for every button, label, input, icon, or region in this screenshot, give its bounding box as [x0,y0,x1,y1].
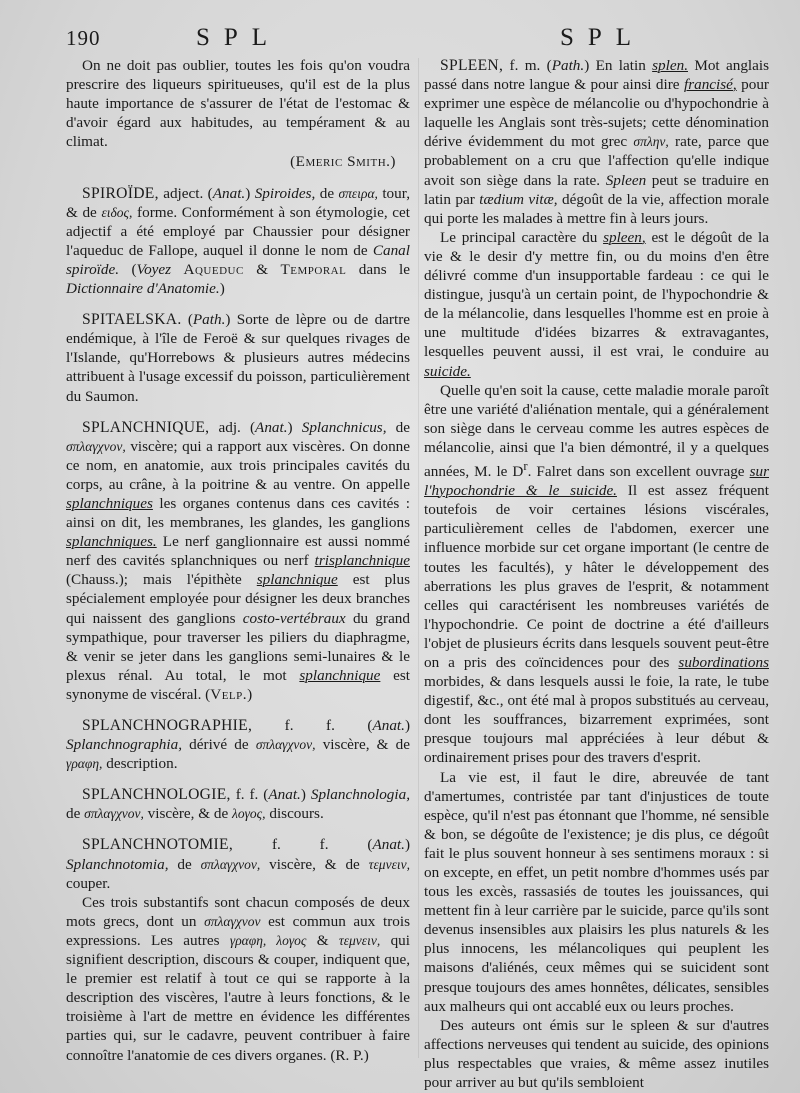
greek-word: σπειρα, [338,185,378,201]
entry-spleen: SPLEEN, f. m. (Path.) En latin splen. Mot anglais passé dans notre langue & pour ainsi dire francisé, pour exprimer une espèce de mélancolie ou d'hypochondrie à laquelle les Anglais sont très-sujets; cette dénomination dérive évidemment du mot grec σπλην, rate, parce que probablement on a cru que l'affection qu'elle indique avoit son siège dans la rate. Spleen peut se traduire en latin par tædium vitæ, dégoût de la vie, affection morale qui porte les malades à mettre fin à leurs jours. [424,57,770,227]
greek-word: σπλαγχνον, [200,856,261,872]
entry-splanchnique: SPLANCHNIQUE, adj. (Anat.) Splanchnicus, de σπλαγχνον, viscère; qui a rapport aux viscères. On donne ce nom, en anatomie, aux trois principales cavités du corps, au crâne, à la poitrine & au ventre. On appelle splanchniques les organes contenus dans ces cavités : ainsi on dit, les membranes, les glandes, les ganglions splanchniques. Le nerf ganglionnaire est aussi nommé nerf des cavités splanchniques ou nerf trisplanchnique (Chauss.); mais l'épithète splanchnique est plus spécialement employée pour désigner les deux branches qui naissent des ganglions costo-vertébraux du grand sympathique, pour traverser les piliers du diaphragme, & venir se jeter dans les ganglions semi-lunaires & le plexus rénal. Au total, le mot splanchnique est synonyme de viscéral. (Velp.) [66,418,411,703]
spleen-paragraph-4: La vie est, il faut le dire, abreuvée de tant d'amertumes, contristée par tant d'injustices de toute espèce, qu'il n'est pas étonnant que l'homme, né sensible & bon, se dégoûte de l'existence; je dis plus, ce dégoût fait le plus souvent honneur à ses sentimens moraux : si on excepte, en effet, un petit nombre d'hommes usés par tous les excès, rassasiés de toutes les jouissances, qui mettent fin à leur carrière par le suicide, parce qu'ils sont devenus insensibles aux plaisirs les plus naturels & les plus innocens, les mélancoliques qui peuplent les maisons d'aliénés, ceux mêmes qui se suicident sont presque toujours des ames honnêtes, délicates, sensibles aux malheurs qui ont accablé eux ou leurs proches. [424,768,769,1015]
signature-smith: (Emeric Smith.) [290,153,396,171]
greek-word: λογος, [232,806,266,822]
headword: SPLANCHNOLOGIE, [82,786,231,804]
domain-label: Path. [551,57,585,74]
entry-splanchnotomie: SPLANCHNOTOMIE, f. f. (Anat.) Splanchnotomia, de σπλαγχνον, viscère, & de τεμνειν, couper. [66,836,411,892]
right-column [424,56,769,1092]
column-gutter [418,58,419,1058]
domain-label: Anat. [372,717,405,734]
greek-word: σπλαγχνον [204,913,261,929]
spleen-paragraph-5: Des auteurs ont émis sur le spleen & sur d'autres affections nerveuses qui tendent au suicide, des opinions plus respectables que vraies, & même assez inutiles pour arriver au but qu'ils sembloient [424,1016,769,1092]
book-title: sur l'hypochondrie & le suicide. [424,463,769,500]
entry-splanchnologie: SPLANCHNOLOGIE, f. f. (Anat.) Splanchnologia, de σπλαγχνον, viscère, & de λογος, discours. [66,786,410,823]
signature-rp: (R. P.) [330,1046,369,1064]
headword: SPLANCHNOTOMIE, [82,836,234,854]
entry-spiroide: SPIROÏDE, adject. (Anat.) Spiroides, de σπειρα, tour, & de ειδος, forme. Conformément à son étymologie, cet adjectif a été employé par Chaussier pour désigner l'aqueduc de Fallope, auquel il donne le nom de Canal spiroïde. (Voyez Aqueduc & Temporal dans le Dictionnaire d'Anatomie.) [66,184,410,298]
domain-label: Anat. [268,786,301,804]
headword: SPLANCHNOGRAPHIE, [82,717,253,734]
greek-word: σπλαγχνον, [66,438,126,454]
continued-paragraph: On ne doit pas oublier, toutes les fois qu'on voudra prescrire des liqueurs spiritueuses, qu'il est de la plus haute importance de s'assurer de l'état de l'estomac & d'avoir égard aux habitudes, au tempérament & au climat. [66,57,410,151]
running-head-left: SPL [196,24,282,51]
greek-word: σπλαγχνον, [84,806,144,822]
domain-label: Anat. [255,418,288,436]
closing-paragraph: Ces trois substantifs sont chacun composés de deux mots grecs, dont un σπλαγχνον est commun aux trois expressions. Les autres γραφη, λογος & τεμνειν, qui signifient description, discours & couper, indiquent que, le premier est relatif à tout ce qui se rapporte à la description des viscères, l'autre à leurs fonctions, & le troisième à l'art de mettre en évidence les différentes parties qui, sur le cadavre, peuvent contribuer à faire connoître l'anatomie de ces divers organes. (R. P.) [66,893,410,1064]
greek-word: σπλην, [633,134,669,150]
greek-word: γραφη, [66,756,103,772]
headword: SPLEEN, [440,57,504,74]
headword: SPLANCHNIQUE, [82,418,210,436]
domain-label: Anat. [212,184,246,202]
headword: SPITAELSKA. [82,311,182,329]
headword: SPIROÏDE, [82,184,159,202]
signature-velp: Velp. [210,685,248,703]
domain-label: Path. [192,311,226,329]
entry-splanchnographie: SPLANCHNOGRAPHIE, f. f. (Anat.) Splanchnographia, dérivé de σπλαγχνον, viscère, & de γραφη, description. [66,717,411,773]
spleen-paragraph-2: Le principal caractère du spleen, est le dégoût de la vie & le desir d'y mettre fin, ou du moins d'en être délivré comme d'un insupportable fardeau : ce qui le distingue, jusqu'à un certain point, de l'hypochondrie & de la mélancolie, dans lesquelles l'homme est en proie à une multitude d'idées bizarres & extravagantes, lesquelles peuvent aussi, il est vrai, le conduire au suicide. [424,228,769,380]
spleen-paragraph-3: Quelle qu'en soit la cause, cette maladie morale paroît être une variété d'aliénation mentale, qui a généralement son siège dans le cerveau comme les autres espèces de mélancolie, ainsi que l'a bien démontré, il y a quelques années, M. le $D^r$. Falret dans son excellent ouvrage sur l'hypochondrie & le suicide. Il est assez fréquent toutefois de voir certaines lésions viscérales, particulièrement celles de l'abdomen, exercer une influence morbide sur cet organe important (le centre de toutes les facultés), y hâter le développement des aberrations les plus graves de l'esprit, & notamment celles qui caractérisent les nombreuses variétés de l'hypochondrie. Ce point de doctrine a été d'ailleurs l'objet de plusieurs écrits dans lesquels souvent peut-être on a pris des coïncidences pour des subordinations morbides, & dans lesquels aussi le foie, la rate, le tube digestif, &c., ont été mal à propos substitués au cerveau, dont les souffrances, bizarrement exprimées, sont presque toujours mal appréciées à leur début & ordinairement prises pour des travers d'esprit. [424,381,769,767]
greek-word: τεμνειν, [368,856,411,872]
greek-word: τεμνειν, [338,932,381,948]
page-header [0,24,800,54]
greek-word: γραφη, λογος [229,932,307,948]
greek-word: σπλαγχνον, [255,737,316,753]
entry-spitaelska: SPITAELSKA. (Path.) Sorte de lèpre ou de dartre endémique, à l'île de Feroë & sur quelques rivages de l'Islande, qu'Horrebows & plusieurs autres médecins attribuent à l'usage excessif du poisson, particulièrement du Saumon. [66,311,410,405]
page-number: 190 [66,26,101,50]
running-head-right: SPL [560,24,646,51]
domain-label: Anat. [372,836,405,854]
left-column [66,56,410,1065]
greek-word: ειδος, [101,204,133,220]
